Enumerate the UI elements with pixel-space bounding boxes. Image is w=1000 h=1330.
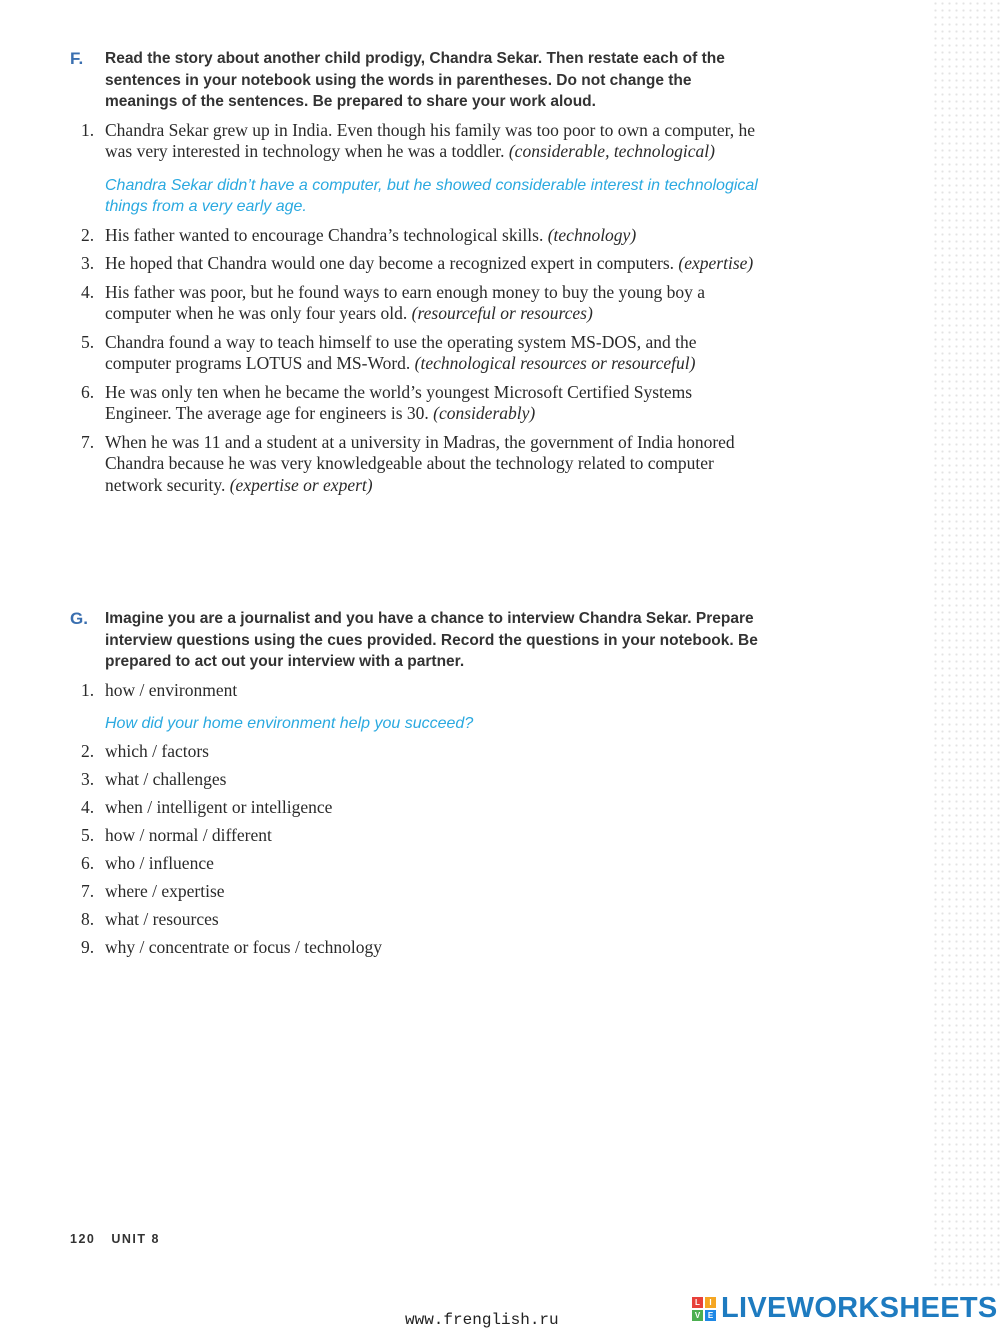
item-number: 3.	[81, 253, 95, 273]
item-text: When he was 11 and a student at a university in Madras, the government of India honored Chandra because he was very knowledgeable about the technology related to computer network security.	[105, 431, 735, 495]
item-text: what / resources	[105, 909, 219, 929]
exercise-f-letter: F.	[70, 49, 84, 68]
exercise-f-list-cont	[70, 225, 760, 497]
item-number: 5.	[81, 825, 95, 845]
item-number: 5.	[81, 331, 95, 352]
list-item	[70, 679, 760, 701]
list-item	[70, 796, 760, 818]
list-item	[70, 852, 760, 874]
logo-letter: L	[692, 1297, 703, 1308]
item-cue: (expertise or expert)	[229, 474, 373, 495]
list-item	[70, 120, 760, 163]
list-item	[70, 253, 760, 275]
exercise-f-list	[70, 120, 760, 163]
logo-text: LIVEWORKSHEETS	[721, 1292, 998, 1324]
exercise-g-instructions: Imagine you are a journalist and you have a chance to interview Chandra Sekar. Prepare interview questions using the cues provided. Record the questions in your notebook. Be prepared to act out your interview with a partner.	[105, 610, 758, 670]
item-text: what / challenges	[105, 769, 227, 789]
dotted-margin-pattern	[932, 0, 1000, 1290]
website-url: www.frenglish.ru	[405, 1311, 559, 1329]
item-text: who / influence	[105, 853, 214, 873]
logo-letter: V	[692, 1310, 703, 1321]
list-item	[70, 936, 760, 958]
list-item	[70, 908, 760, 930]
item-text: why / concentrate or focus / technology	[105, 937, 382, 957]
item-number: 6.	[81, 853, 95, 873]
item-text: which / factors	[105, 741, 209, 761]
item-text: He was only ten when he became the world’s youngest Microsoft Certified Systems Engineer. The average age for engineers is 30.	[105, 381, 693, 423]
list-item	[70, 880, 760, 902]
logo-letter: I	[705, 1297, 716, 1308]
item-number: 3.	[81, 769, 95, 789]
unit-label: UNIT 8	[111, 1232, 160, 1246]
item-text: His father wanted to encourage Chandra’s technological skills.	[105, 224, 544, 245]
page-footer	[70, 1232, 176, 1246]
item-cue: (resourceful or resources)	[411, 303, 593, 323]
liveworksheets-logo	[692, 1292, 998, 1325]
item-cue: (considerably)	[433, 403, 536, 423]
list-item	[70, 225, 760, 247]
item-number: 1.	[81, 119, 95, 140]
list-item	[70, 332, 760, 375]
list-item	[70, 824, 760, 846]
item-text: Chandra Sekar grew up in India. Even though his family was too poor to own a computer, he was very interested in technology when he was a toddler.	[105, 119, 756, 161]
item-number: 8.	[81, 909, 95, 929]
item-text: where / expertise	[105, 881, 225, 901]
item-text: when / intelligent or intelligence	[105, 797, 333, 817]
list-item	[70, 282, 760, 325]
list-item	[70, 382, 760, 425]
item-text: He hoped that Chandra would one day become a recognized expert in computers.	[105, 253, 675, 273]
exercise-g-header	[70, 608, 760, 673]
item-number: 7.	[81, 431, 95, 452]
exercise-g-letter: G.	[70, 609, 88, 628]
item-number: 7.	[81, 881, 95, 901]
item-number: 2.	[81, 741, 95, 761]
item-number: 6.	[81, 381, 95, 402]
item-text: how / normal / different	[105, 825, 272, 845]
exercise-g	[70, 608, 760, 958]
item-cue: (technology)	[547, 224, 637, 245]
page-number: 120	[70, 1232, 96, 1246]
logo-grid-icon	[692, 1297, 716, 1321]
exercise-f-header	[70, 48, 760, 113]
item-cue: (considerable, technological)	[508, 141, 715, 161]
exercise-f-instructions: Read the story about another child prodigy, Chandra Sekar. Then restate each of the sentences in your notebook using the words in parentheses. Do not change the meanings of the sentences. Be prepared to share your work aloud.	[105, 50, 725, 110]
item-number: 4.	[81, 797, 95, 817]
list-item	[70, 432, 760, 497]
item-text: how / environment	[105, 679, 238, 700]
exercise-f	[70, 48, 760, 496]
item-cue: (expertise)	[678, 253, 754, 273]
item-number: 4.	[81, 281, 95, 302]
item-cue: (technological resources or resourceful)	[414, 353, 696, 373]
item-number: 2.	[81, 224, 95, 245]
item-text: Chandra found a way to teach himself to use the operating system MS-DOS, and the computer programs LOTUS and MS-Word.	[105, 331, 697, 373]
list-item	[70, 740, 760, 762]
exercise-f-example-answer: Chandra Sekar didn’t have a computer, but he showed considerable interest in technological things from a very early age.	[105, 176, 758, 215]
item-number: 9.	[81, 937, 95, 957]
logo-letter: E	[705, 1310, 716, 1321]
list-item	[70, 768, 760, 790]
item-text: His father was poor, but he found ways to earn enough money to buy the young boy a computer when he was only four years old.	[105, 281, 706, 323]
item-number: 1.	[81, 679, 95, 700]
exercise-g-example-answer: How did your home environment help you succeed?	[105, 714, 474, 732]
